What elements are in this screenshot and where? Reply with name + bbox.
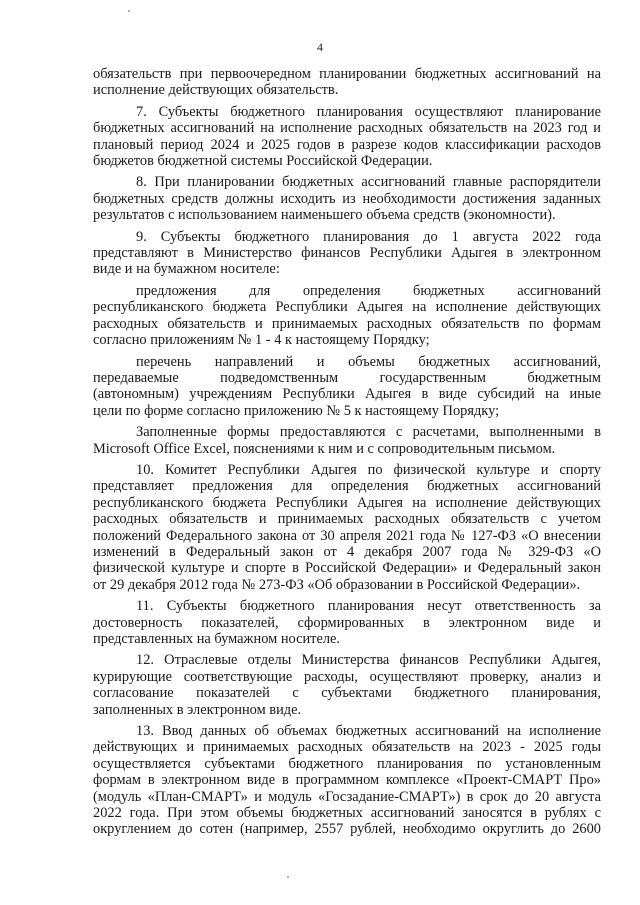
- text-line: согласно приложениям № 1 - 4 к настоящему Порядку;: [93, 332, 430, 349]
- text-line: от 29 декабря 2012 года № 273-ФЗ «Об образовании в Российской Федерации».: [93, 576, 581, 593]
- paragraph-p7: [93, 104, 601, 170]
- text-line: Microsoft Office Excel, пояснениями к ним и с сопроводительным письмом.: [93, 440, 556, 457]
- paragraph-p9: [93, 229, 601, 278]
- text-line: расходных обязательств и принимаемых расходных обязательств с учетом: [93, 511, 601, 528]
- text-line: округлением до сотен (например, 2557 рублей, необходимо округлить до 2600: [93, 821, 601, 838]
- text-line: цели по форме согласно приложению № 5 к настоящему Порядку;: [93, 402, 500, 419]
- text-line: плановый период 2024 и 2025 годов в разрезе кодов классификации расходов: [93, 136, 601, 153]
- document-body: [93, 66, 601, 838]
- text-line: виде и на бумажном носителе:: [93, 261, 280, 278]
- text-line: предложения для определения бюджетных ассигнований: [136, 282, 601, 299]
- paragraph-p10: [93, 462, 601, 593]
- text-line: 10. Комитет Республики Адыгея по физической культуре и спорту: [136, 461, 601, 478]
- text-line: обязательств при первоочередном планировании бюджетных ассигнований на: [93, 66, 601, 82]
- paragraph-p0: [93, 66, 601, 99]
- text-line: курирующие соответствующие расходы, осуществляют проверку, анализ и: [93, 668, 601, 685]
- text-line: бюджетных средств должны исходить из необходимости достижения заданных: [93, 190, 601, 207]
- text-line: перечень направлений и объемы бюджетных ассигнований,: [136, 353, 601, 370]
- text-line: изменений в Федеральный закон от 4 декабря 2007 года № 329-ФЗ «О: [93, 543, 601, 560]
- text-line: действующих и принимаемых расходных обязательств на 2023 - 2025 годы: [93, 739, 601, 756]
- text-line: 13. Ввод данных об объемах бюджетных ассигнований на исполнение: [136, 723, 601, 740]
- text-line: бюджетных ассигнований на исполнение расходных обязательств на 2023 год и: [93, 120, 601, 137]
- text-line: республиканского бюджета Республики Адыгея на исполнение действующих: [93, 299, 601, 316]
- text-line: 12. Отраслевые отделы Министерства финансов Республики Адыгея,: [136, 652, 601, 669]
- text-line: представляют в Министерство финансов Республики Адыгея в электронном: [93, 245, 601, 262]
- text-line: бюджетов бюджетной системы Российской Федерации.: [93, 153, 433, 170]
- text-line: заполненных в электронном виде.: [93, 701, 302, 718]
- text-line: 2022 года. При этом объемы бюджетных ассигнований заносятся в рублях с: [93, 805, 601, 822]
- paragraph-p9b: [93, 354, 601, 420]
- text-line: 7. Субъекты бюджетного планирования осуществляют планирование: [136, 103, 601, 120]
- text-line: согласование показателей с субъектами бюджетного планирования,: [93, 685, 601, 702]
- text-line: результатов с использованием наименьшего объема средств (экономности).: [93, 207, 556, 224]
- scan-speck: [287, 876, 289, 878]
- text-line: достоверность показателей, сформированных в электронном виде и: [93, 614, 601, 631]
- paragraph-p11: [93, 598, 601, 647]
- text-line: 8. При планировании бюджетных ассигнований главные распорядители: [136, 174, 601, 191]
- text-line: республиканского бюджета Республики Адыгея на исполнение действующих: [93, 494, 601, 511]
- paragraph-p9a: [93, 283, 601, 349]
- scan-speck: [128, 10, 130, 12]
- text-line: (модуль «План-СМАРТ» и модуль «Госзадание-СМАРТ») в срок до 20 августа: [93, 788, 601, 805]
- paragraph-p9c: [93, 424, 601, 457]
- paragraph-p8: [93, 174, 601, 223]
- text-line: 11. Субъекты бюджетного планирования несут ответственность за: [136, 598, 601, 615]
- text-line: представляет предложения для определения бюджетных ассигнований: [93, 478, 601, 495]
- text-line: представленных на бумажном носителе.: [93, 631, 341, 647]
- text-line: (автономным) учреждениям Республики Адыгея в виде субсидий на иные: [93, 386, 601, 403]
- text-line: Заполненные формы предоставляются с расчетами, выполненными в: [136, 424, 601, 441]
- page-number: 4: [317, 40, 323, 54]
- text-line: исполнение действующих обязательств.: [93, 82, 339, 99]
- paragraph-p12: [93, 652, 601, 718]
- text-line: формам в электронном виде в программном комплексе «Проект-СМАРТ Про»: [93, 772, 601, 789]
- text-line: расходных обязательств и принимаемых расходных обязательств по формам: [93, 315, 601, 332]
- text-line: физической культуре и спорте в Российской Федерации» и Федеральный закон: [93, 560, 601, 577]
- paragraph-p13: [93, 723, 601, 838]
- text-line: 9. Субъекты бюджетного планирования до 1 августа 2022 года: [136, 228, 601, 245]
- text-line: осуществляется субъектами бюджетного планирования по установленным: [93, 755, 601, 772]
- text-line: положений Федерального закона от 30 апреля 2021 года № 127-ФЗ «О внесении: [93, 527, 601, 544]
- text-line: передаваемые подведомственным государственным бюджетным: [93, 369, 601, 386]
